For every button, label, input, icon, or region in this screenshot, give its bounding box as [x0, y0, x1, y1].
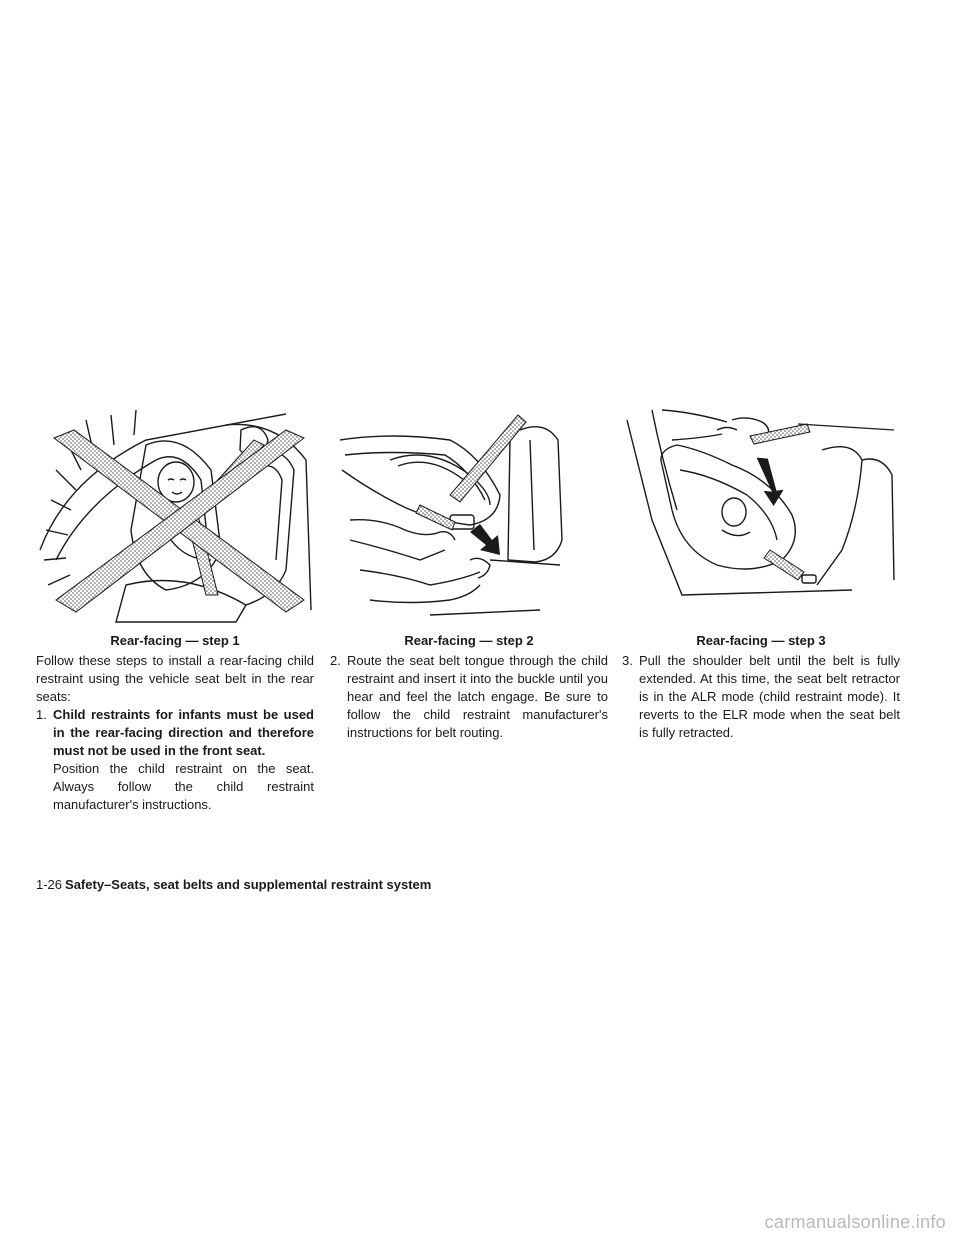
watermark: carmanualsonline.info	[764, 1212, 946, 1232]
step-2	[330, 652, 608, 742]
rear-facing-step-1-illustration	[36, 400, 314, 625]
intro-paragraph: Follow these steps to install a rear-facing child restraint using the vehicle seat belt in the rear seats:	[36, 653, 314, 704]
step-warning: Child restraints for infants must be used in the rear-facing direction and therefore must not be used in the front seat.	[53, 707, 314, 758]
figure-caption: Rear-facing — step 3	[696, 633, 826, 648]
rear-facing-step-3-illustration	[622, 400, 900, 625]
step-text: Position the child restraint on the seat. Always follow the child restraint manufacturer's instructions.	[53, 761, 314, 812]
step-1	[36, 706, 314, 814]
rear-facing-step-2-illustration	[330, 400, 608, 625]
figure-caption: Rear-facing — step 1	[110, 633, 240, 648]
step-number: 2.	[330, 653, 341, 668]
column-step-2	[330, 400, 608, 742]
step-text: Route the seat belt tongue through the child restraint and insert it into the buckle until you hear and feel the latch engage. Be sure to follow the child restraint manufacturer's instructions for belt routing.	[347, 653, 608, 740]
page-number: 1-26	[36, 877, 63, 892]
column-step-3	[622, 400, 900, 742]
figure-caption: Rear-facing — step 2	[404, 633, 534, 648]
section-title: Safety–Seats, seat belts and supplemental restraint system	[65, 877, 432, 892]
page-footer	[36, 876, 431, 894]
step-text: Pull the shoulder belt until the belt is fully extended. At this time, the seat belt retractor is in the ALR mode (child restraint mode). It reverts to the ELR mode when the seat belt is fully retracted.	[639, 653, 900, 740]
step-3	[622, 652, 900, 742]
step-number: 1.	[36, 707, 47, 722]
step-number: 3.	[622, 653, 633, 668]
column-step-1	[36, 400, 314, 814]
